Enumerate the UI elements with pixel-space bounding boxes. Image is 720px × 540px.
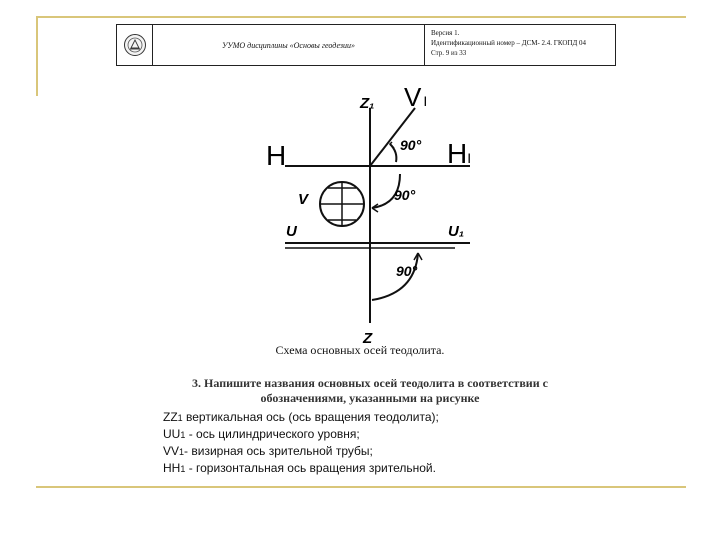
label-h: H xyxy=(266,140,287,171)
answer-vv1: VV1- визирная ось зрительной трубы; xyxy=(163,444,373,458)
question-heading: 3. Напишите названия основных осей теодолита в соответствии с обозначениями, указанными на рисунке xyxy=(192,376,548,405)
header-id-number: Идентификационный номер – ДСМ- 2.4. ГКОПД 04 xyxy=(431,39,586,47)
bottom-rule xyxy=(36,486,686,488)
answer-uu1: UU1 - ось цилиндрического уровня; xyxy=(163,427,360,441)
document-header xyxy=(116,24,616,66)
top-rule xyxy=(36,16,686,18)
label-u: U xyxy=(286,223,297,240)
left-rule xyxy=(36,16,38,96)
answers-list xyxy=(163,409,683,477)
header-version: Версия 1. xyxy=(431,29,460,37)
angle-label-mid: 90° xyxy=(394,187,416,203)
label-v1: V I xyxy=(404,82,428,112)
figure-caption: Схема основных осей теодолита. xyxy=(275,343,445,357)
label-h1: HI xyxy=(447,138,472,169)
angle-label-top: 90° xyxy=(400,137,422,153)
answer-zz1: ZZ1 вертикальная ось (ось вращения теодолита); xyxy=(163,410,439,424)
institution-emblem-icon xyxy=(123,33,147,57)
angle-label-bottom: 90° xyxy=(396,263,418,279)
theodolite-axes-diagram xyxy=(250,78,480,348)
header-page: Стр. 9 из 33 xyxy=(431,49,467,57)
label-z1: Z₁ xyxy=(360,95,375,112)
logo-cell xyxy=(117,25,153,65)
header-title: УУМО дисциплины «Основы геодезии» xyxy=(153,25,425,65)
label-z: Z xyxy=(363,330,373,347)
answer-hh1: HH1 - горизонтальная ось вращения зрительной. xyxy=(163,461,436,475)
label-v: V xyxy=(298,191,309,208)
label-u1: U₁ xyxy=(448,223,465,240)
header-meta xyxy=(425,25,615,65)
